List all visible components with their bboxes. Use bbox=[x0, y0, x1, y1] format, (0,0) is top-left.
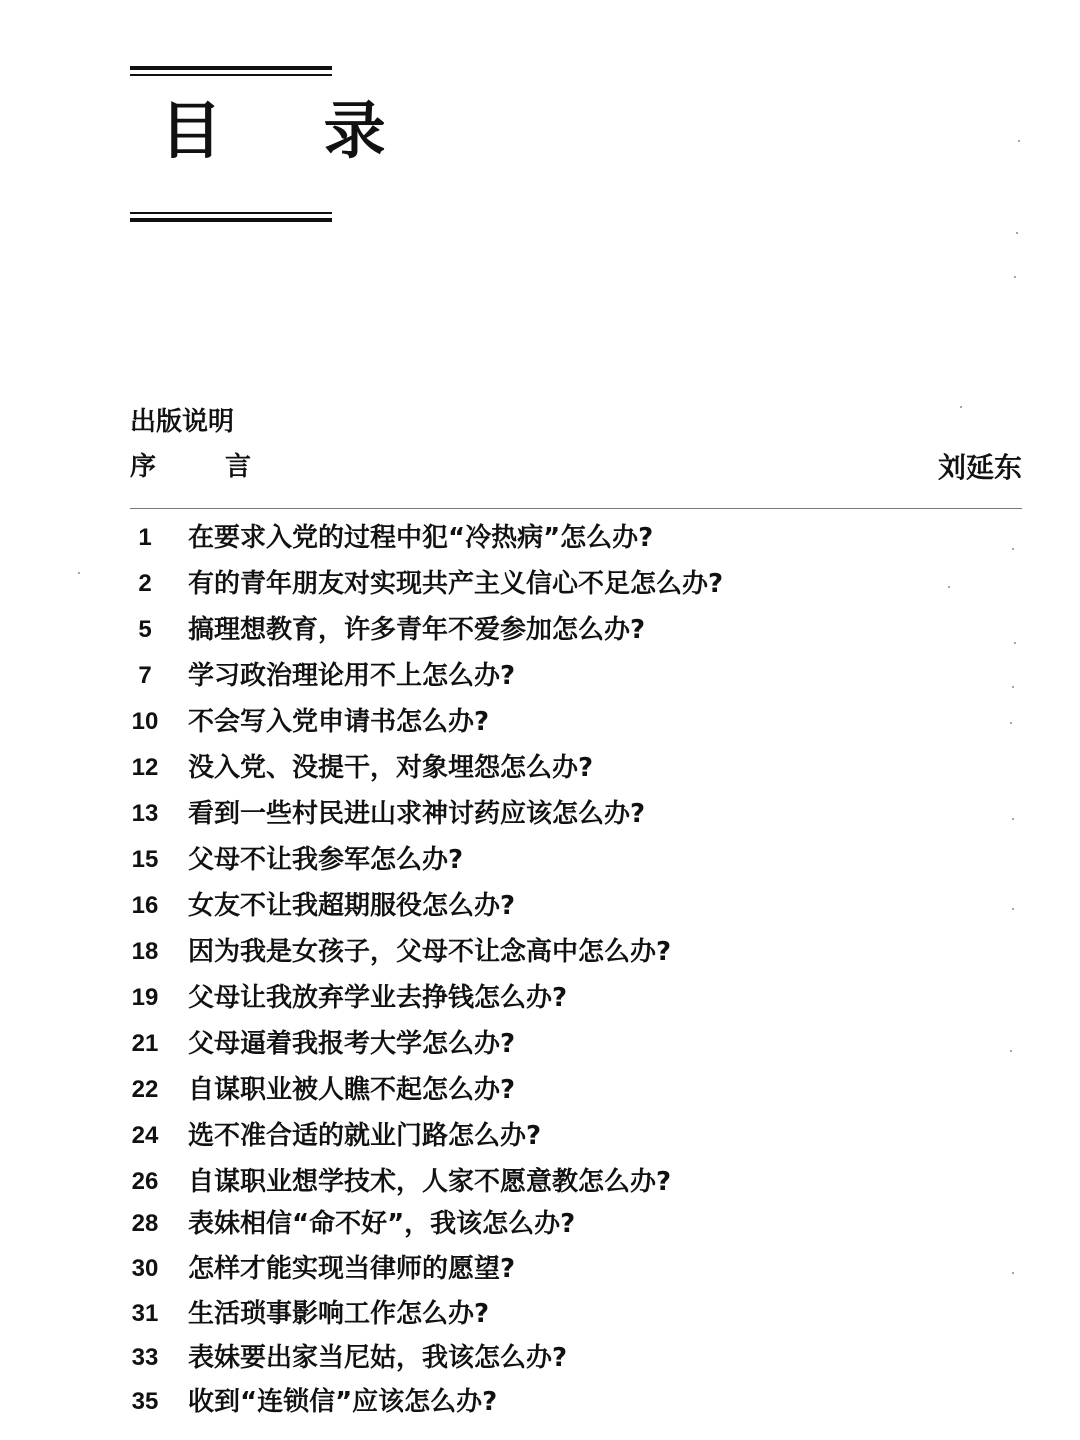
toc-row[interactable] bbox=[0, 1116, 1080, 1156]
title-rule-top bbox=[130, 66, 332, 76]
toc-title: 父母不让我参军怎么办? bbox=[188, 845, 464, 875]
toc-page-number: 24 bbox=[131, 1122, 159, 1149]
scan-speck bbox=[948, 586, 950, 588]
toc-page-number: 12 bbox=[131, 754, 159, 781]
toc-title: 生活琐事影响工作怎么办? bbox=[188, 1299, 490, 1329]
scan-speck bbox=[1014, 276, 1016, 278]
scan-speck bbox=[78, 572, 80, 574]
toc-row[interactable] bbox=[0, 886, 1080, 926]
toc-title: 在要求入党的过程中犯“冷热病”怎么办? bbox=[188, 523, 654, 553]
toc-row[interactable] bbox=[0, 840, 1080, 880]
toc-row[interactable] bbox=[0, 932, 1080, 972]
toc-title: 自谋职业被人瞧不起怎么办? bbox=[188, 1075, 516, 1105]
toc-page-number: 28 bbox=[131, 1210, 159, 1237]
toc-page-number: 33 bbox=[131, 1344, 159, 1371]
toc-title: 没入党、没提干，对象埋怨怎么办? bbox=[188, 753, 594, 783]
toc-row[interactable] bbox=[0, 702, 1080, 742]
toc-row[interactable] bbox=[0, 1204, 1080, 1244]
scan-speck bbox=[960, 406, 962, 408]
toc-page-number: 10 bbox=[131, 708, 159, 735]
toc-page-number: 35 bbox=[131, 1388, 159, 1415]
scan-speck bbox=[1012, 818, 1014, 820]
toc-page-number: 22 bbox=[131, 1076, 159, 1103]
scan-speck bbox=[1012, 548, 1014, 550]
scan-speck bbox=[1016, 232, 1018, 234]
toc-page-number: 13 bbox=[131, 800, 159, 827]
toc-page-number: 26 bbox=[131, 1168, 159, 1195]
toc-entry-preface[interactable] bbox=[130, 454, 281, 480]
toc-row[interactable] bbox=[0, 1070, 1080, 1110]
publication-note-label: 出版说明 bbox=[130, 407, 235, 437]
preface-label: 序 言 bbox=[130, 452, 282, 482]
toc-page-number: 15 bbox=[131, 846, 159, 873]
toc-row[interactable] bbox=[0, 1294, 1080, 1334]
section-divider bbox=[130, 508, 1022, 509]
toc-row[interactable] bbox=[0, 1249, 1080, 1289]
toc-row[interactable] bbox=[0, 610, 1080, 650]
toc-row[interactable] bbox=[0, 564, 1080, 604]
toc-row[interactable] bbox=[0, 656, 1080, 696]
toc-page-number: 19 bbox=[131, 984, 159, 1011]
toc-page-number: 21 bbox=[131, 1030, 159, 1057]
toc-page-number: 31 bbox=[131, 1300, 159, 1327]
toc-row[interactable] bbox=[0, 1338, 1080, 1378]
toc-page-number: 2 bbox=[138, 570, 152, 597]
toc-row[interactable] bbox=[0, 978, 1080, 1018]
toc-row[interactable] bbox=[0, 1162, 1080, 1202]
toc-title: 不会写入党申请书怎么办? bbox=[188, 707, 490, 737]
scan-speck bbox=[1012, 908, 1014, 910]
toc-page-number: 30 bbox=[131, 1255, 159, 1282]
title-rule-bottom bbox=[130, 212, 332, 222]
scan-speck bbox=[1018, 140, 1020, 142]
toc-title: 看到一些村民进山求神讨药应该怎么办? bbox=[188, 799, 646, 829]
toc-row[interactable] bbox=[0, 518, 1080, 558]
toc-page-number: 1 bbox=[138, 524, 152, 551]
toc-title: 学习政治理论用不上怎么办? bbox=[188, 661, 516, 691]
toc-title: 父母逼着我报考大学怎么办? bbox=[188, 1029, 516, 1059]
toc-title: 父母让我放弃学业去挣钱怎么办? bbox=[188, 983, 568, 1013]
toc-page-number: 18 bbox=[131, 938, 159, 965]
preface-author: 刘延东 bbox=[937, 451, 1022, 484]
scan-speck bbox=[1014, 642, 1016, 644]
toc-row[interactable] bbox=[0, 1024, 1080, 1064]
toc-title: 选不准合适的就业门路怎么办? bbox=[188, 1121, 542, 1151]
scan-speck bbox=[1012, 1272, 1014, 1274]
scan-speck bbox=[1010, 722, 1012, 724]
toc-entry-publication-note[interactable] bbox=[130, 409, 234, 435]
toc-title: 收到“连锁信”应该怎么办? bbox=[188, 1387, 498, 1417]
page-title: 目 录 bbox=[160, 94, 426, 167]
toc-title: 搞理想教育，许多青年不爱参加怎么办? bbox=[188, 615, 646, 645]
scan-speck bbox=[1010, 1050, 1012, 1052]
toc-page-number: 7 bbox=[138, 662, 152, 689]
toc-title: 表妹要出家当尼姑，我该怎么办? bbox=[188, 1343, 568, 1373]
toc-title: 表妹相信“命不好”，我该怎么办? bbox=[188, 1209, 576, 1239]
toc-row[interactable] bbox=[0, 1382, 1080, 1422]
toc-title: 自谋职业想学技术，人家不愿意教怎么办? bbox=[188, 1167, 672, 1197]
toc-title: 怎样才能实现当律师的愿望? bbox=[188, 1254, 516, 1284]
toc-row[interactable] bbox=[0, 748, 1080, 788]
scan-speck bbox=[1012, 686, 1014, 688]
toc-title: 女友不让我超期服役怎么办? bbox=[188, 891, 516, 921]
toc-title: 因为我是女孩子，父母不让念高中怎么办? bbox=[188, 937, 672, 967]
toc-row[interactable] bbox=[0, 794, 1080, 834]
toc-title: 有的青年朋友对实现共产主义信心不足怎么办? bbox=[188, 569, 724, 599]
toc-page-number: 16 bbox=[131, 892, 159, 919]
toc-page-number: 5 bbox=[138, 616, 152, 643]
